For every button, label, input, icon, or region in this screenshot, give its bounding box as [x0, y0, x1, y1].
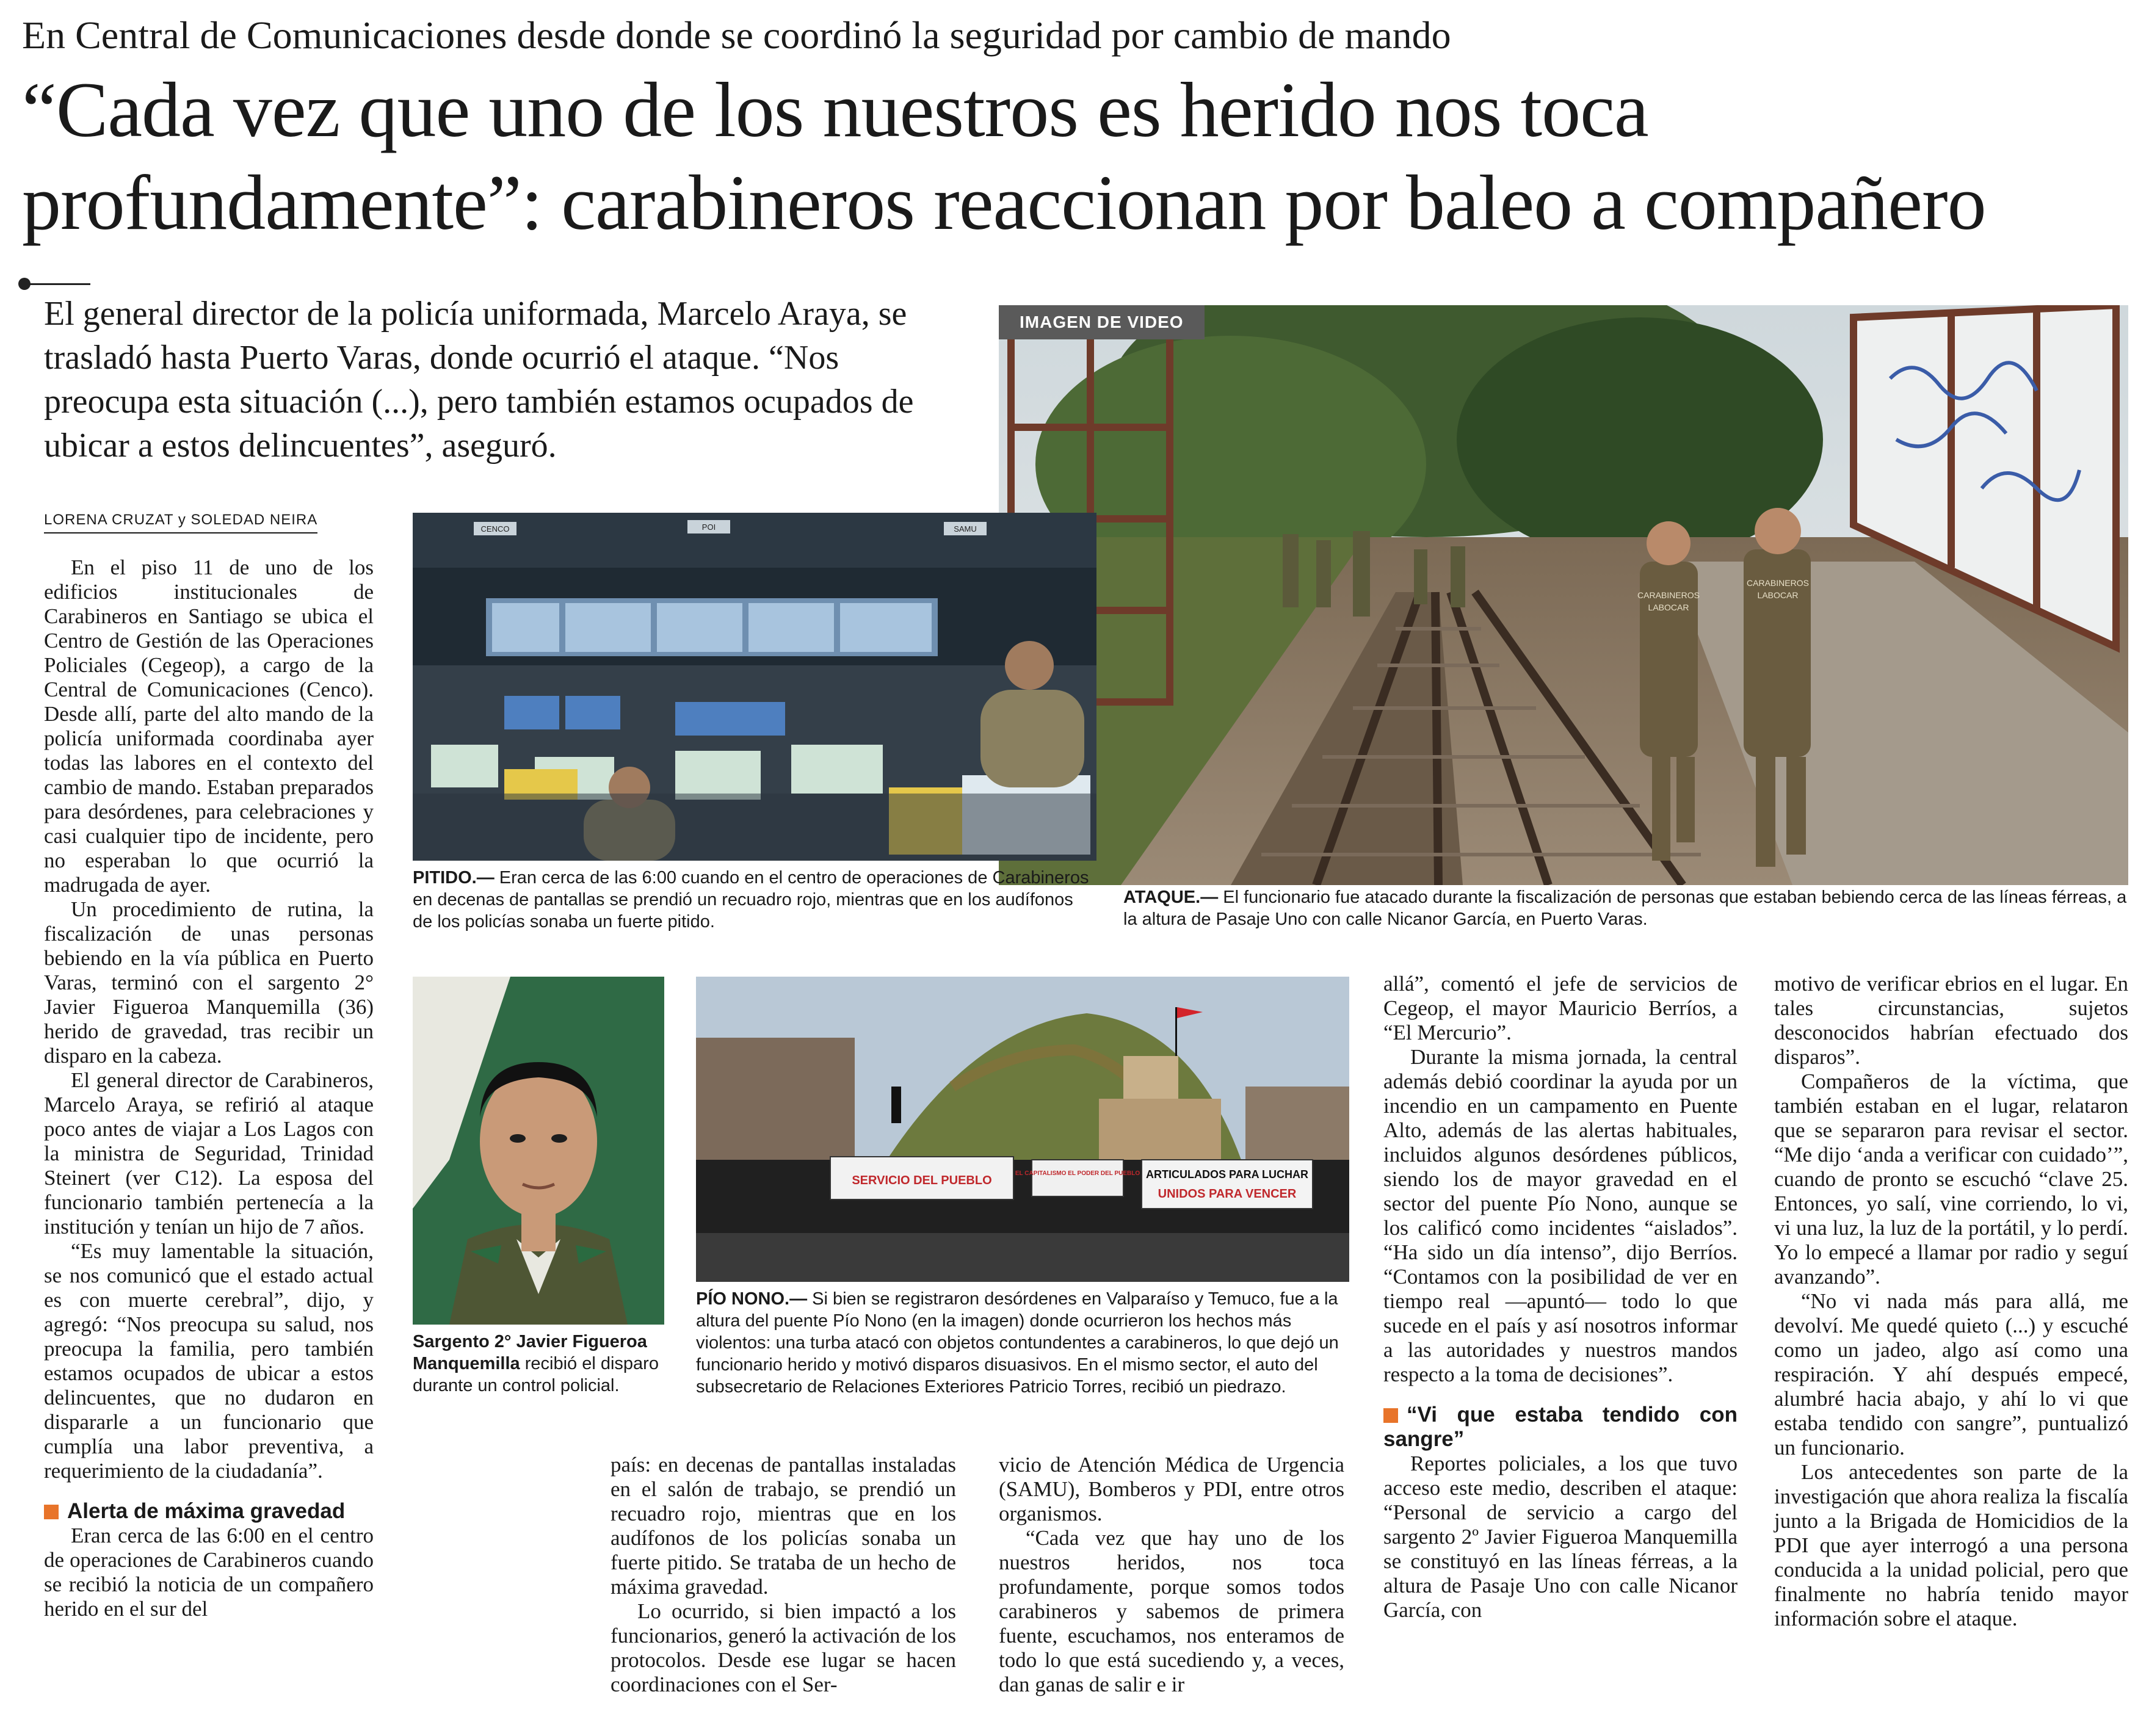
- lead-paragraph: El general director de la policía uniformada, Marcelo Araya, se trasladó hasta Puerto Varas, donde ocurrió el ataque. “Nos preocupa esta situación (...), pero también estamos ocupados de ubicar a estos delincuentes”, aseguró.: [44, 295, 914, 465]
- portrait-caption: [413, 1331, 664, 1397]
- protest-caption-label: PÍO NONO.—: [696, 1289, 808, 1309]
- protest-caption-text: Si bien se registraron desórdenes en Valparaíso y Temuco, fue a la altura del puente Pío Nono (en la imagen) donde ocurrieron los hechos más violentos: una turba atacó con objetos contundentes a carabineros, lo que dejó un funcionario herido y motivó disparos disuasivos. En el mismo sector, el auto del subsecretario de Relaciones Exteriores Patricio Torres, recibió un piedrazo.: [696, 1289, 1339, 1397]
- col3-paragraph: “Cada vez que hay uno de los nuestros heridos, nos toca profundamente, porque somos todos carabineros y sabemos de primera fuente, escuchamos, nos enteramos de todo lo que está sucediendo y, a veces, dan ganas de salir e ir: [999, 1526, 1344, 1696]
- headline-line-2: profundamente”: carabineros reaccionan por baleo a compañero: [22, 159, 1986, 246]
- col1-paragraph: “Es muy lamentable la situación, se nos comunicó que el estado actual es con muerte cerebral”, dijo, y agregó: “Nos preocupa su salud, nos preocupa la familia, pero también estamos ocupados de ubicar a estos delincuentes, que no dudaron en dispararle a un funcionario que cumplía una labor preventiva, a requerimiento de la ciudadanía”.: [44, 1239, 374, 1483]
- body-column-3: [999, 1453, 1344, 1697]
- col1-paragraph: Un procedimiento de rutina, la fiscalización de unas personas bebiendo en la vía pública en Puerto Varas, terminó con el sargento 2° Javier Figueroa Manquemilla (36) herido de gravedad, tras recibir un disparo en la cabeza.: [44, 897, 374, 1068]
- col2-paragraph: Lo ocurrido, si bien impactó a los funcionarios, generó la activación de los protocolos. Desde ese lugar se hacen coordinaciones con el Ser-: [611, 1599, 956, 1696]
- protest-caption: [696, 1288, 1349, 1398]
- subhead-alerta: [44, 1499, 374, 1524]
- protest-banner-2: ARTICULADOS PARA LUCHAR: [1146, 1168, 1308, 1181]
- headline-line-1: “Cada vez que uno de los nuestros es herido nos toca: [22, 67, 1648, 153]
- uniform-text-4: LABOCAR: [1757, 590, 1799, 600]
- body-column-4: [1383, 972, 1738, 1622]
- control-sign-3: SAMU: [954, 524, 977, 533]
- video-image-tag: IMAGEN DE VIDEO: [999, 305, 1205, 339]
- body-column-5: [1774, 972, 2128, 1631]
- col5-paragraph: “No vi nada más para allá, me devolví. Me quedé quieto (...) y escuché como un jadeo, algo así como una respiración. Y ahí después empecé, alumbré hacia abajo, y ahí lo vi que estaba tendido con sangre”, puntualizó un funcionario.: [1774, 1289, 2128, 1459]
- railway-video-photo: [999, 305, 2128, 885]
- control-caption-text: Eran cerca de las 6:00 cuando en el centro de operaciones de Carabineros en decenas de pantallas se prendió un recuadro rojo, mientras que en los audífonos de los policías sonaba un fuerte pitido.: [413, 868, 1089, 931]
- control-room-photo: [413, 513, 1096, 861]
- control-sign-2: POI: [701, 523, 716, 532]
- col4-paragraph: Durante la misma jornada, la central además debió coordinar la ayuda por un incendio en un campamento en Puente Alto, además de las alertas habituales, incluidos algunos desórdenes públicos, siendo los de mayor gravedad en el sector del puente Pío Nono, aunque se los calificó como incidentes “aislados”. “Ha sido un día intenso”, dijo Berríos. “Contamos con la posibilidad de ver en tiempo real —apuntó— todo lo que sucede en el país y así nosotros informar a las autoridades y nuestros mandos respecto a la toma de decisiones”.: [1383, 1045, 1738, 1386]
- col1-paragraph: Eran cerca de las 6:00 en el centro de operaciones de Carabineros cuando se recibió la noticia de un compañero herido en el sur del: [44, 1524, 374, 1621]
- control-caption-label: PITIDO.—: [413, 868, 495, 888]
- col1-paragraph: El general director de Carabineros, Marcelo Araya, se refirió al ataque poco antes de viajar a Los Lagos con la ministra de Seguridad, Trinidad Steinert (ver C12). La esposa del funcionario también pertenecía a la institución y tenían un hijo de 7 años.: [44, 1068, 374, 1239]
- portrait-caption-label: Sargento 2° Javier Figueroa Manquemilla: [413, 1332, 647, 1373]
- protest-photo: [696, 977, 1349, 1282]
- protest-banner-3: UNIDOS PARA VENCER: [1158, 1187, 1297, 1201]
- control-room-caption: [413, 867, 1096, 933]
- subhead-alerta-text: Alerta de máxima gravedad: [67, 1499, 346, 1523]
- orange-square-icon: [1383, 1408, 1398, 1423]
- byline: LORENA CRUZAT y SOLEDAD NEIRA: [44, 512, 317, 533]
- subhead-vi-que-estaba: [1383, 1403, 1738, 1452]
- protest-banner-4: EL CAPITALISMO EL PODER DEL PUEBLO: [1015, 1170, 1140, 1177]
- col5-paragraph: Compañeros de la víctima, que también estaban en el lugar, relataron que se separaron para revisar el sector. “Me dijo ‘anda a verificar con cuidado’”, cuando de pronto se escuchó “clave 25. Entonces, yo salí, vine corriendo, lo vi, vi una luz, la luz de la portátil, y lo perdí. Yo lo empecé a llamar por radio y seguí avanzando”.: [1774, 1069, 2128, 1289]
- orange-square-icon: [44, 1505, 59, 1519]
- uniform-text-2: LABOCAR: [1648, 602, 1689, 612]
- col2-paragraph: país: en decenas de pantallas instaladas en el salón de trabajo, se prendió un recuadro rojo, mientras que en los audífonos de los policías sonaba un fuerte pitido. Se trataba de un hecho de máxima gravedad.: [611, 1453, 956, 1599]
- body-column-1: [44, 555, 374, 1621]
- video-caption: [1123, 886, 2131, 930]
- uniform-text-3: CARABINEROS: [1747, 578, 1809, 588]
- col5-paragraph: motivo de verificar ebrios en el lugar. En tales circunstancias, sujetos desconocidos habrían efectuado dos disparos”.: [1774, 972, 2128, 1069]
- col5-paragraph: Los antecedentes son parte de la investigación que ahora realiza la fiscalía junto a la Brigada de Homicidios de la PDI que ayer interrogó a una persona conducida a la unidad policial, pero que finalmente no habría tenido mayor información sobre el ataque.: [1774, 1460, 2128, 1630]
- portrait-caption-text: recibió el disparo durante un control policial.: [413, 1354, 659, 1395]
- col4-paragraph: allá”, comentó el jefe de servicios de Cegeop, el mayor Mauricio Berríos, a “El Mercurio”.: [1383, 972, 1738, 1044]
- col1-paragraph: En el piso 11 de uno de los edificios institucionales de Carabineros en Santiago se ubica el Centro de Gestión de las Operaciones Policiales (Cegeop), a cargo de la Central de Comunicaciones (Cenco). Desde allí, parte del alto mando de la policía uniformada coordinaba ayer todas las labores en el contexto del cambio de mando. Estaban preparados para desórdenes, para celebraciones y casi cualquier tipo de incidente, pero no esperaban lo que ocurrió la madrugada de ayer.: [44, 555, 374, 897]
- portrait-photo: [413, 977, 664, 1325]
- body-column-2: [611, 1453, 956, 1697]
- uniform-text-1: CARABINEROS: [1637, 590, 1700, 600]
- protest-banner-1: SERVICIO DEL PUEBLO: [852, 1174, 992, 1187]
- col4-paragraph: Reportes policiales, a los que tuvo acceso este medio, describen el ataque: “Personal de servicio a cargo del sargento 2º Javier Figueroa Manquemilla se constituyó en las líneas férreas, a la altura de Pasaje Uno con calle Nicanor García, con: [1383, 1452, 1738, 1622]
- headline: [22, 63, 2134, 249]
- video-caption-label: ATAQUE.—: [1123, 888, 1219, 907]
- control-sign-1: CENCO: [480, 524, 510, 533]
- video-caption-text: El funcionario fue atacado durante la fiscalización de personas que estaban bebiendo cerca de las líneas férreas, a la altura de Pasaje Uno con calle Nicanor García, en Puerto Varas.: [1123, 888, 2127, 929]
- kicker: En Central de Comunicaciones desde donde se coordinó la seguridad por cambio de mando: [22, 13, 1451, 57]
- subhead-vi-que-estaba-text: “Vi que estaba tendido con sangre”: [1383, 1403, 1738, 1451]
- col3-paragraph: vicio de Atención Médica de Urgencia (SAMU), Bomberos y PDI, entre otros organismos.: [999, 1453, 1344, 1525]
- lead-bullet-icon: [18, 276, 104, 292]
